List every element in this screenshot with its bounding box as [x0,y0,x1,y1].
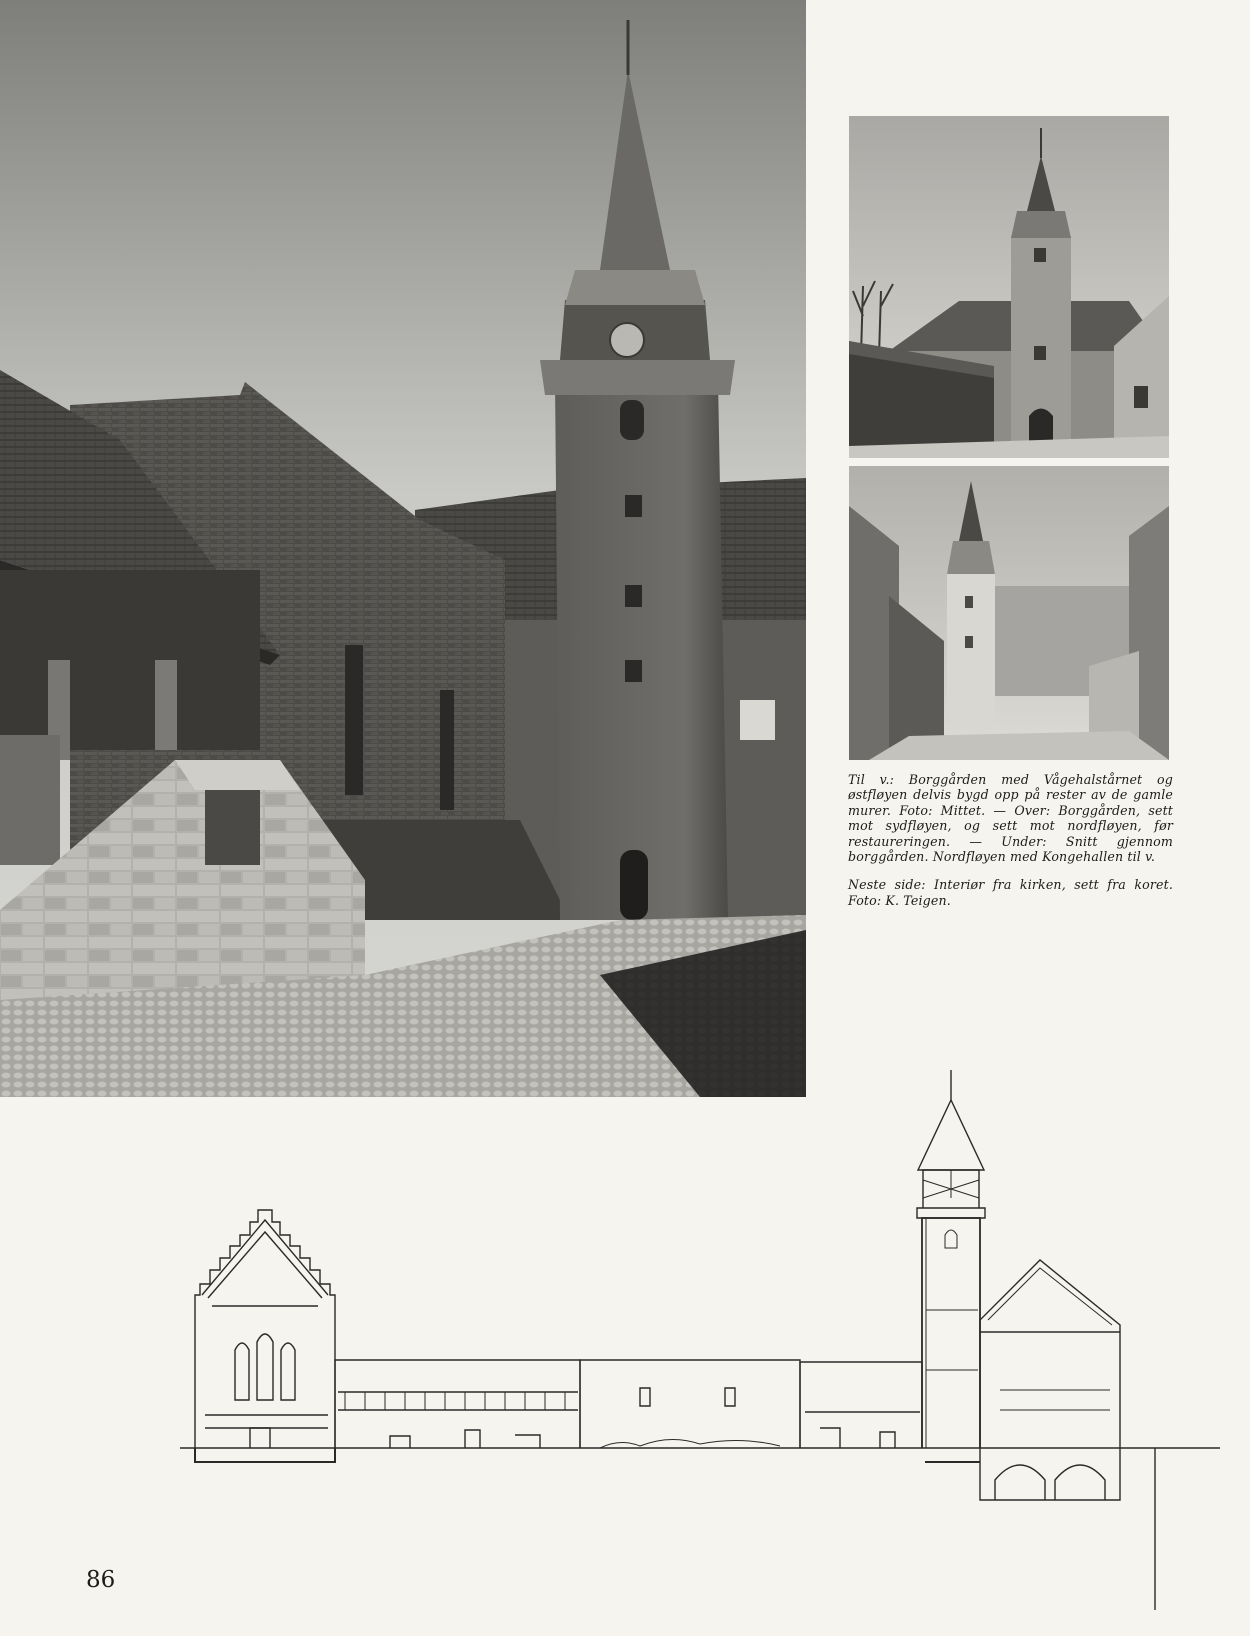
caption-paragraph-2: Neste side: Interiør fra kirken, sett fra koret. Foto: K. Teigen. [848,877,1173,908]
photo-courtyard-north-wing [849,466,1169,760]
photo-caption [848,772,1173,921]
section-drawing-courtyard [180,1070,1220,1630]
caption-paragraph-1: Til v.: Borggården med Vågehalstårnet og østfløyen delvis bygd opp på rester av de gamle murer. Foto: Mittet. — Over: Borggården, sett mot sydfløyen, og sett mot nordfløyen, før restaureringen. — Under: Snitt gjennom borggården. Nordfløyen med Kongehallen til v. [848,772,1173,865]
photo-courtyard-south-wing [849,116,1169,458]
page-number: 86 [86,1567,116,1593]
photo-courtyard-tower [0,0,806,1097]
